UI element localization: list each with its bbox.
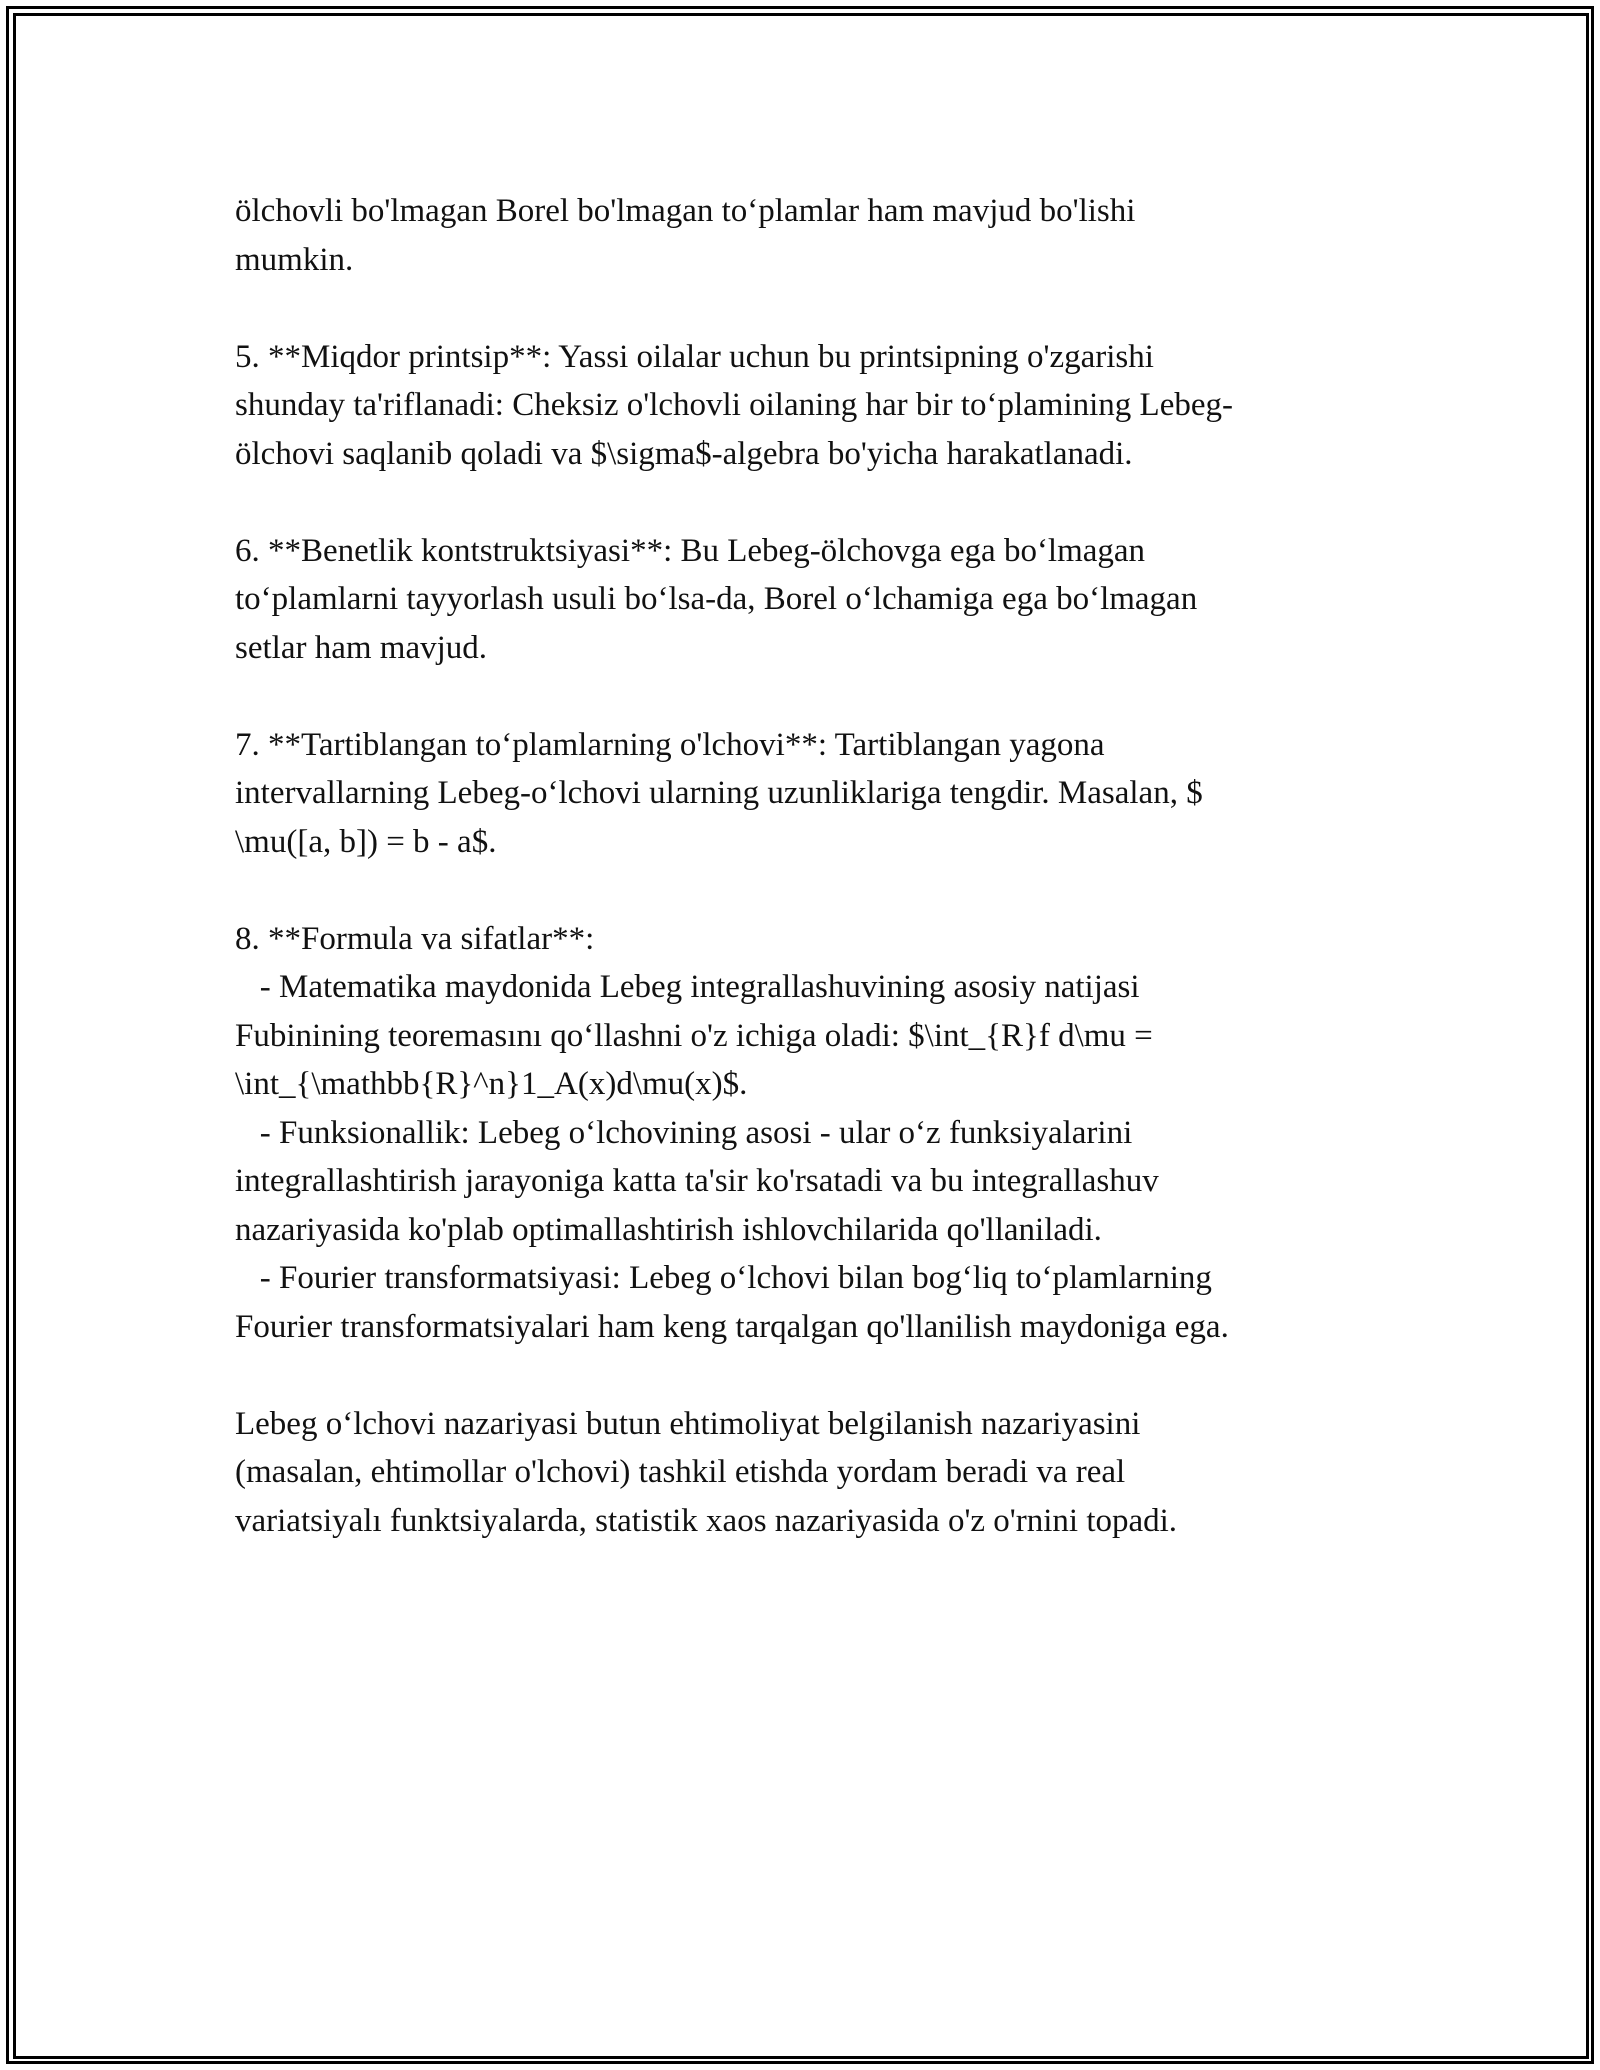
text-line: 8. **Formula va sifatlar**: xyxy=(235,920,595,957)
text-line: \int_{\mathbb{R}^n}1_A(x)d\mu(x)$. xyxy=(235,1066,748,1102)
text-line: variatsiyalı funktsiyalarda, statistik xaos nazariyasida o'z o'rnini topadi. xyxy=(235,1502,1178,1539)
text-line: (masalan, ehtimollar o'lchovi) tashkil etishda yordam beradi va real xyxy=(235,1454,1126,1490)
text-line: Fourier transformatsiyalari ham keng tarqalgan qo'llanilish maydoniga ega. xyxy=(235,1308,1229,1345)
text-line: shunday ta'riflanadi: Cheksiz o'lchovli oilaning har bir to‘plamining Lebeg- xyxy=(235,387,1233,423)
text-line: 6. **Benetlik kontstruktsiyasi**: Bu Lebeg-ölchovga ega bo‘lmagan xyxy=(235,532,1146,569)
text-line: ölchovli bo'lmagan Borel bo'lmagan to‘plamlar ham mavjud bo'lishi xyxy=(235,193,1136,229)
text-line: nazariyasida ko'plab optimallashtirish ishlovchilarida qo'llaniladi. xyxy=(235,1211,1102,1248)
text-line: - Funksionallik: Lebeg o‘lchovining asosi - ular o‘z funksiyalarini xyxy=(235,1114,1133,1151)
text-line: integrallashtirish jarayoniga katta ta'sir ko'rsatadi va bu integrallashuv xyxy=(235,1163,1159,1199)
text-line: to‘plamlarni tayyorlash usuli bo‘lsa-da, Borel o‘lchamiga ega bo‘lmagan xyxy=(235,581,1198,617)
text-line: 7. **Tartiblangan to‘plamlarning o'lchovi**: Tartiblangan yagona xyxy=(235,726,1105,763)
text-line: \mu([a, b]) = b - a$. xyxy=(235,823,497,860)
text-line: intervallarning Lebeg-o‘lchovi ularning uzunliklariga tengdir. Masalan, $ xyxy=(235,775,1203,811)
text-line: setlar ham mavjud. xyxy=(235,629,488,666)
paragraph-5 xyxy=(235,915,1365,1352)
text-line: mumkin. xyxy=(235,241,354,278)
paragraph-3 xyxy=(235,527,1365,673)
document-body xyxy=(235,187,1365,1594)
text-line: Fubinining teoremasını qo‘llashni o'z ichiga oladi: $\int_{R}f d\mu = xyxy=(235,1017,1153,1054)
text-line: Lebeg o‘lchovi nazariyasi butun ehtimoliyat belgilanish nazariyasini xyxy=(235,1405,1141,1442)
paragraph-4 xyxy=(235,721,1365,867)
paragraph-2 xyxy=(235,333,1365,479)
paragraph-1 xyxy=(235,187,1365,284)
text-line: - Matematika maydonida Lebeg integrallashuvining asosiy natijasi xyxy=(235,969,1140,1005)
text-line: - Fourier transformatsiyasi: Lebeg o‘lchovi bilan bog‘liq to‘plamlarning xyxy=(235,1260,1212,1296)
text-line: 5. **Miqdor printsip**: Yassi oilalar uchun bu printsipning o'zgarishi xyxy=(235,338,1154,375)
paragraph-6 xyxy=(235,1400,1365,1546)
text-line: ölchovi saqlanib qoladi va $\sigma$-algebra bo'yicha harakatlanadi. xyxy=(235,435,1133,472)
